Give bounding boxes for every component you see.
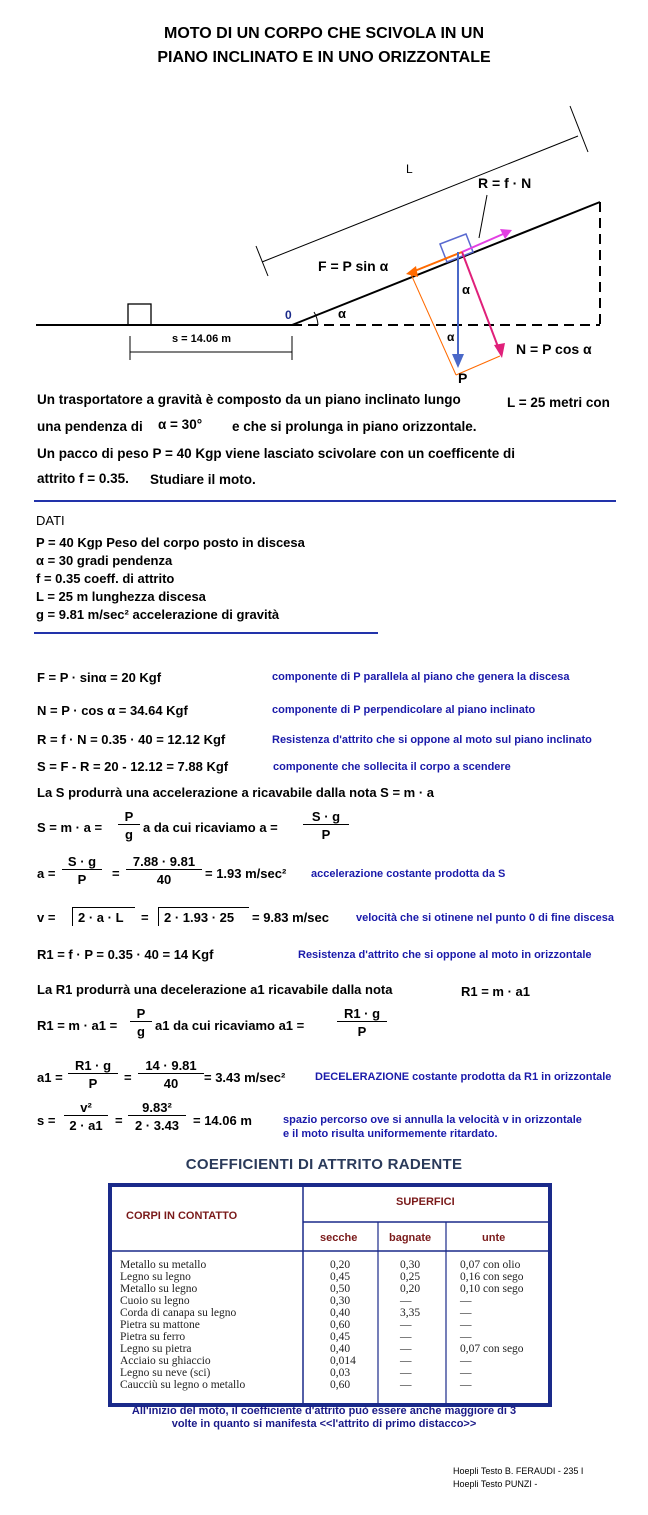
table-cell-bagnate: — [400,1319,412,1331]
label-origin: 0 [285,308,292,322]
footer-line1: Hoepli Testo B. FERAUDI - 235 I [453,1466,584,1476]
table-cell-bagnate: — [400,1367,412,1379]
table-col-unte: unte [482,1232,506,1244]
calc-S: S = F - R = 20 - 12.12 = 7.88 Kgf [37,759,229,774]
table-cell-bagnate: — [400,1355,412,1367]
calc-s-note1: spazio percorso ove si annulla la velocità v in orizzontale [283,1114,582,1126]
label-alpha-lower: α [447,330,455,344]
calc-v-lhs: v = [37,910,56,925]
label-P: P [458,370,468,386]
label-F: F = P sin α [318,258,389,274]
dati-item-P: P = 40 Kgp Peso del corpo posto in discesa [36,535,305,550]
table-note2: volte in quanto si manifesta <<l'attrito di primo distacco>> [171,1418,477,1430]
table-cell-unte: 0,07 con sego [460,1343,524,1355]
calc-s-frac1: $\frac{\text{v²}}{2 \cdot a1}$ [64,1100,108,1133]
calc-R1-eq-lhs: R1 = m · a1 = [37,1018,118,1033]
calc-s-eq: = [115,1113,123,1128]
friction-table-frame [0,1180,648,1440]
table-col-superfici: SUPERFICI [396,1196,455,1208]
table-cell-secche: 0,014 [330,1355,356,1367]
calc-N: N = P · cos α = 34.64 Kgf [37,703,188,718]
table-cell-bagnate: 3,35 [400,1307,421,1319]
table-cell-unte: — [460,1331,472,1343]
table-cell-corpi: Metallo su legno [120,1283,198,1295]
page-title-line1: MOTO DI UN CORPO CHE SCIVOLA IN UN [163,25,484,42]
table-col-corpi: CORPI IN CONTATTO [126,1210,238,1222]
table-cell-secche: 0,20 [330,1259,351,1271]
table-cell-secche: 0,60 [330,1319,351,1331]
calc-S-eq-mid: a da cui ricaviamo a = [143,820,278,835]
table-cell-bagnate: — [400,1343,412,1355]
calc-v-radicand2: 2 · 1.93 · 25 [164,910,235,925]
table-cell-corpi: Legno su neve (sci) [120,1367,211,1379]
table-cell-corpi: Caucciù su legno o metallo [120,1379,246,1391]
dati-item-alpha: α = 30 gradi pendenza [36,553,173,568]
calc-a1-lhs: a1 = [37,1070,63,1085]
label-N: N = P cos α [516,341,592,357]
calc-s-frac2: $\frac{\text{9.83²}}{2 \cdot 3.43}$ [128,1100,186,1133]
divider-2 [34,632,378,634]
table-cell-corpi: Corda di canapa su legno [120,1307,237,1319]
calc-v-note: velocità che si otinene nel punto 0 di fine discesa [356,912,614,924]
F-arrow [412,252,462,272]
calc-R: R = f · N = 0.35 · 40 = 12.12 Kgf [37,732,226,747]
intro-line1: Un trasportatore a gravità è composto da un piano inclinato lungo [37,392,461,407]
calc-S-text: La S produrrà una accelerazione a ricavabile dalla nota S = m · a [37,785,435,800]
table-cell-secche: 0,40 [330,1307,351,1319]
table-cell-unte: — [460,1355,472,1367]
calc-a-frac2: $\frac{7.88 \cdot 9.81}{40}$ [126,854,202,887]
inclined-plane-diagram [0,0,648,390]
table-cell-secche: 0,45 [330,1331,351,1343]
table-cell-unte: — [460,1307,472,1319]
table-cell-unte: — [460,1367,472,1379]
calc-a1-frac1: $\frac{R1 \cdot g}{P}$ [68,1058,118,1091]
calc-N-note: componente di P perpendicolare al piano inclinato [272,704,536,716]
intro-line4-end: Studiare il moto. [150,472,256,487]
calc-a-result: = 1.93 m/sec² [205,866,287,881]
calc-a1-eq: = [124,1070,132,1085]
table-cell-bagnate: — [400,1295,412,1307]
table-cell-secche: 0,03 [330,1367,351,1379]
calc-a1-note: DECELERAZIONE costante prodotta da R1 in orizzontale [315,1071,612,1083]
dati-item-L: L = 25 m lunghezza discesa [36,589,206,604]
table-note1: All'inizio del moto, il coefficiente d'attrito può essere anche maggiore di 3 [131,1405,517,1417]
calc-a-note: accelerazione costante prodotta da S [311,868,506,880]
table-cell-secche: 0,60 [330,1379,351,1391]
table-cell-unte: — [460,1319,472,1331]
calc-S-note: componente che sollecita il corpo a scendere [273,761,511,773]
table-cell-corpi: Legno su pietra [120,1343,192,1355]
calc-R1: R1 = f · P = 0.35 · 40 = 14 Kgf [37,947,214,962]
calc-R1-eq-mid: a1 da cui ricaviamo a1 = [155,1018,305,1033]
intro-line2-end: e che si prolunga in piano orizzontale. [232,419,477,434]
table-cell-corpi: Legno su legno [120,1271,191,1283]
F-construction-line [410,272,456,375]
calc-a1-result: = 3.43 m/sec² [204,1070,286,1085]
table-cell-secche: 0,30 [330,1295,351,1307]
calc-a-eq: = [112,866,120,881]
calc-s-result: = 14.06 m [193,1113,252,1128]
calc-S-eq-lhs: S = m · a = [37,820,103,835]
table-cell-corpi: Cuoio su legno [120,1295,190,1307]
table-cell-secche: 0,50 [330,1283,351,1295]
intro-line4: attrito f = 0.35. [37,471,129,486]
footer-line2: Hoepli Testo PUNZI - [453,1479,538,1489]
dati-title: DATI [36,513,65,528]
dati-item-f: f = 0.35 coeff. di attrito [36,571,175,586]
divider-1 [34,500,616,502]
calc-s-note2: e il moto risulta uniformemente ritardato. [283,1128,498,1140]
calc-R1-eq-frac2: $\frac{R1 \cdot g}{P}$ [337,1006,387,1039]
table-cell-bagnate: — [400,1331,412,1343]
L-dimension-line [262,136,578,262]
intro-line3: Un pacco di peso P = 40 Kgp viene lasciato scivolare con un coefficente di [37,446,516,461]
calc-R1-text2: R1 = m · a1 [461,984,531,999]
table-col-bagnate: bagnate [389,1232,432,1244]
calc-v-eq: = [141,910,149,925]
table-col-secche: secche [320,1232,358,1244]
calc-S-eq-frac2: $\frac{S \cdot g}{P}$ [303,809,349,842]
calc-R1-eq-frac1: $\frac{P}{g}$ [130,1006,152,1039]
table-cell-bagnate: 0,20 [400,1283,421,1295]
calc-a-lhs: a = [37,866,56,881]
dati-item-g: g = 9.81 m/sec² accelerazione di gravità [36,607,280,622]
calc-R1-text: La R1 produrrà una decelerazione a1 ricavabile dalla nota [37,982,393,997]
table-title: COEFFICIENTI DI ATTRITO RADENTE [185,1156,463,1173]
calc-a1-frac2: $\frac{14 \cdot 9.81}{40}$ [138,1058,204,1091]
calc-a-frac1: $\frac{S \cdot g}{P}$ [62,854,102,887]
table-cell-unte: 0,10 con sego [460,1283,524,1295]
calc-v-radicand1: 2 · a · L [78,910,124,925]
intro-line2-alpha: α = 30° [158,417,203,432]
label-alpha-upper: α [462,282,470,297]
calc-R1-note: Resistenza d'attrito che si oppone al moto in orizzontale [298,949,592,961]
page-title-line2: PIANO INCLINATO E IN UNO ORIZZONTALE [157,49,491,66]
table-cell-unte: 0,16 con sego [460,1271,524,1283]
table-cell-unte: — [460,1379,472,1391]
table-cell-corpi: Acciaio su ghiaccio [120,1355,211,1367]
label-L: L [406,162,413,176]
table-cell-secche: 0,45 [330,1271,351,1283]
calc-F-note: componente di P parallela al piano che genera la discesa [272,671,570,683]
table-cell-bagnate: 0,25 [400,1271,421,1283]
calc-R-note: Resistenza d'attrito che si oppone al moto sul piano inclinato [272,734,592,746]
table-cell-secche: 0,40 [330,1343,351,1355]
label-s: s = 14.06 m [172,333,232,345]
label-alpha-angle: α [338,306,346,321]
box-on-ground [128,304,151,325]
intro-line1-L: L = 25 metri con [507,395,610,410]
calc-v-result: = 9.83 m/sec [252,910,329,925]
table-cell-bagnate: — [400,1379,412,1391]
table-cell-corpi: Pietra su ferro [120,1331,186,1343]
N-arrow [462,252,500,352]
calc-s-lhs: s = [37,1113,56,1128]
table-cell-corpi: Pietra su mattone [120,1319,200,1331]
table-cell-unte: 0,07 con olio [460,1259,521,1271]
calc-S-eq-frac1: $\frac{P}{g}$ [118,809,140,842]
calc-F: F = P · sinα = 20 Kgf [37,670,162,685]
intro-line2: una pendenza di [37,419,143,434]
label-R: R = f · N [478,175,532,191]
table-cell-unte: — [460,1295,472,1307]
table-cell-corpi: Metallo su metallo [120,1259,207,1271]
table-cell-bagnate: 0,30 [400,1259,421,1271]
